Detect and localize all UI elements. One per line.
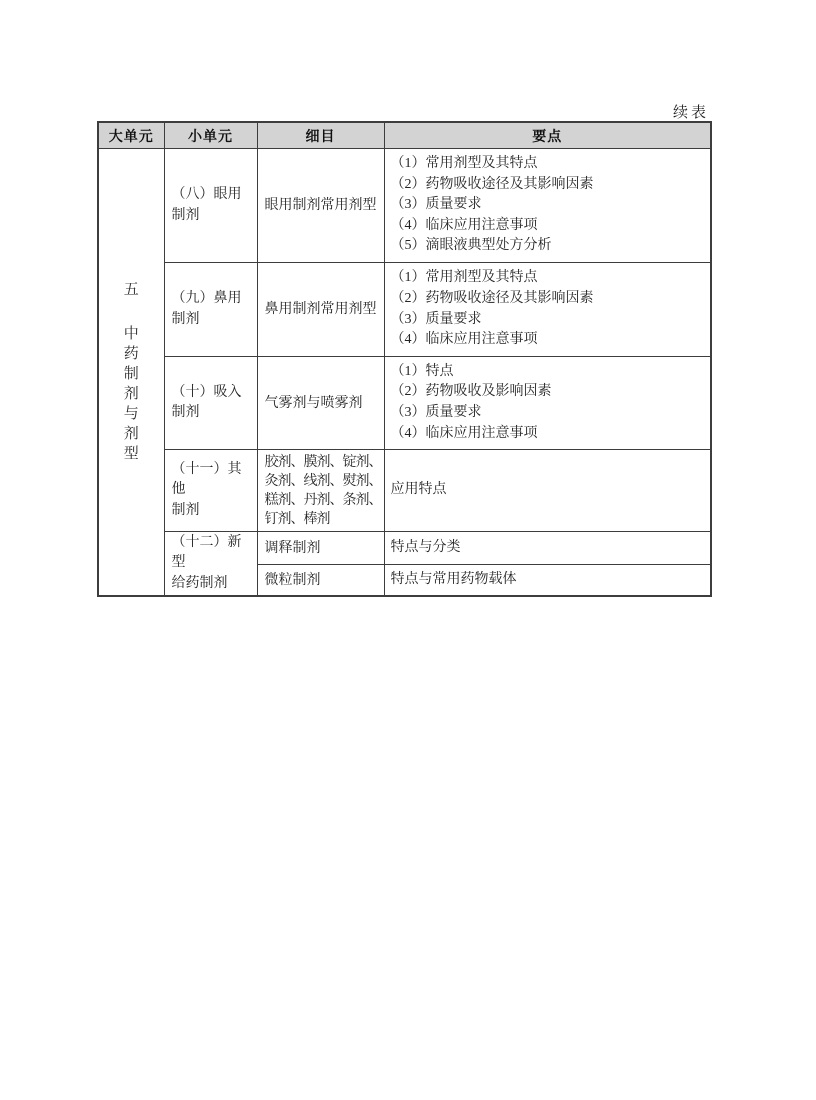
- major-unit-cell: [98, 149, 164, 597]
- detail-cell: 微粒制剂: [257, 565, 384, 597]
- sub-unit-cell: （十一）其他 制剂: [164, 450, 257, 532]
- key-points-cell: （1）常用剂型及其特点 （2）药物吸收途径及其影响因素 （3）质量要求 （4）临床应用注意事项: [384, 263, 711, 357]
- detail-cell: 眼用制剂常用剂型: [257, 149, 384, 263]
- detail-cell: 胶剂、膜剂、锭剂、 灸剂、线剂、熨剂、 糕剂、丹剂、条剂、 钉剂、棒剂: [257, 450, 384, 532]
- header-major-unit: 大单元: [98, 122, 164, 149]
- header-detail: 细目: [257, 122, 384, 149]
- sub-unit-cell: （八）眼用 制剂: [164, 149, 257, 263]
- major-unit-title: 中 药 制 剂 与 剂 型: [123, 326, 139, 462]
- sub-unit-cell: （十二）新型 给药制剂: [164, 532, 257, 597]
- key-points-cell: （1）特点 （2）药物吸收及影响因素 （3）质量要求 （4）临床应用注意事项: [384, 357, 711, 450]
- key-points-cell: （1）常用剂型及其特点 （2）药物吸收途径及其影响因素 （3）质量要求 （4）临床应用注意事项 （5）滴眼液典型处方分析: [384, 149, 711, 263]
- table-row: [98, 149, 711, 263]
- key-points-cell: 特点与常用药物载体: [384, 565, 711, 597]
- table-row: [98, 532, 711, 565]
- detail-cell: 调释制剂: [257, 532, 384, 565]
- header-key-points: 要点: [384, 122, 711, 149]
- key-points-cell: 特点与分类: [384, 532, 711, 565]
- table-header-row: [98, 122, 711, 149]
- table-row: [98, 263, 711, 357]
- detail-cell: 气雾剂与喷雾剂: [257, 357, 384, 450]
- major-unit-number: 五: [123, 282, 139, 298]
- header-sub-unit: 小单元: [164, 122, 257, 149]
- continued-table-note: 续表: [672, 105, 709, 121]
- table-row: [98, 450, 711, 532]
- sub-unit-cell: （十）吸入 制剂: [164, 357, 257, 450]
- key-points-cell: 应用特点: [384, 450, 711, 532]
- table-row: [98, 357, 711, 450]
- sub-unit-cell: （九）鼻用 制剂: [164, 263, 257, 357]
- syllabus-table: [97, 121, 712, 597]
- detail-cell: 鼻用制剂常用剂型: [257, 263, 384, 357]
